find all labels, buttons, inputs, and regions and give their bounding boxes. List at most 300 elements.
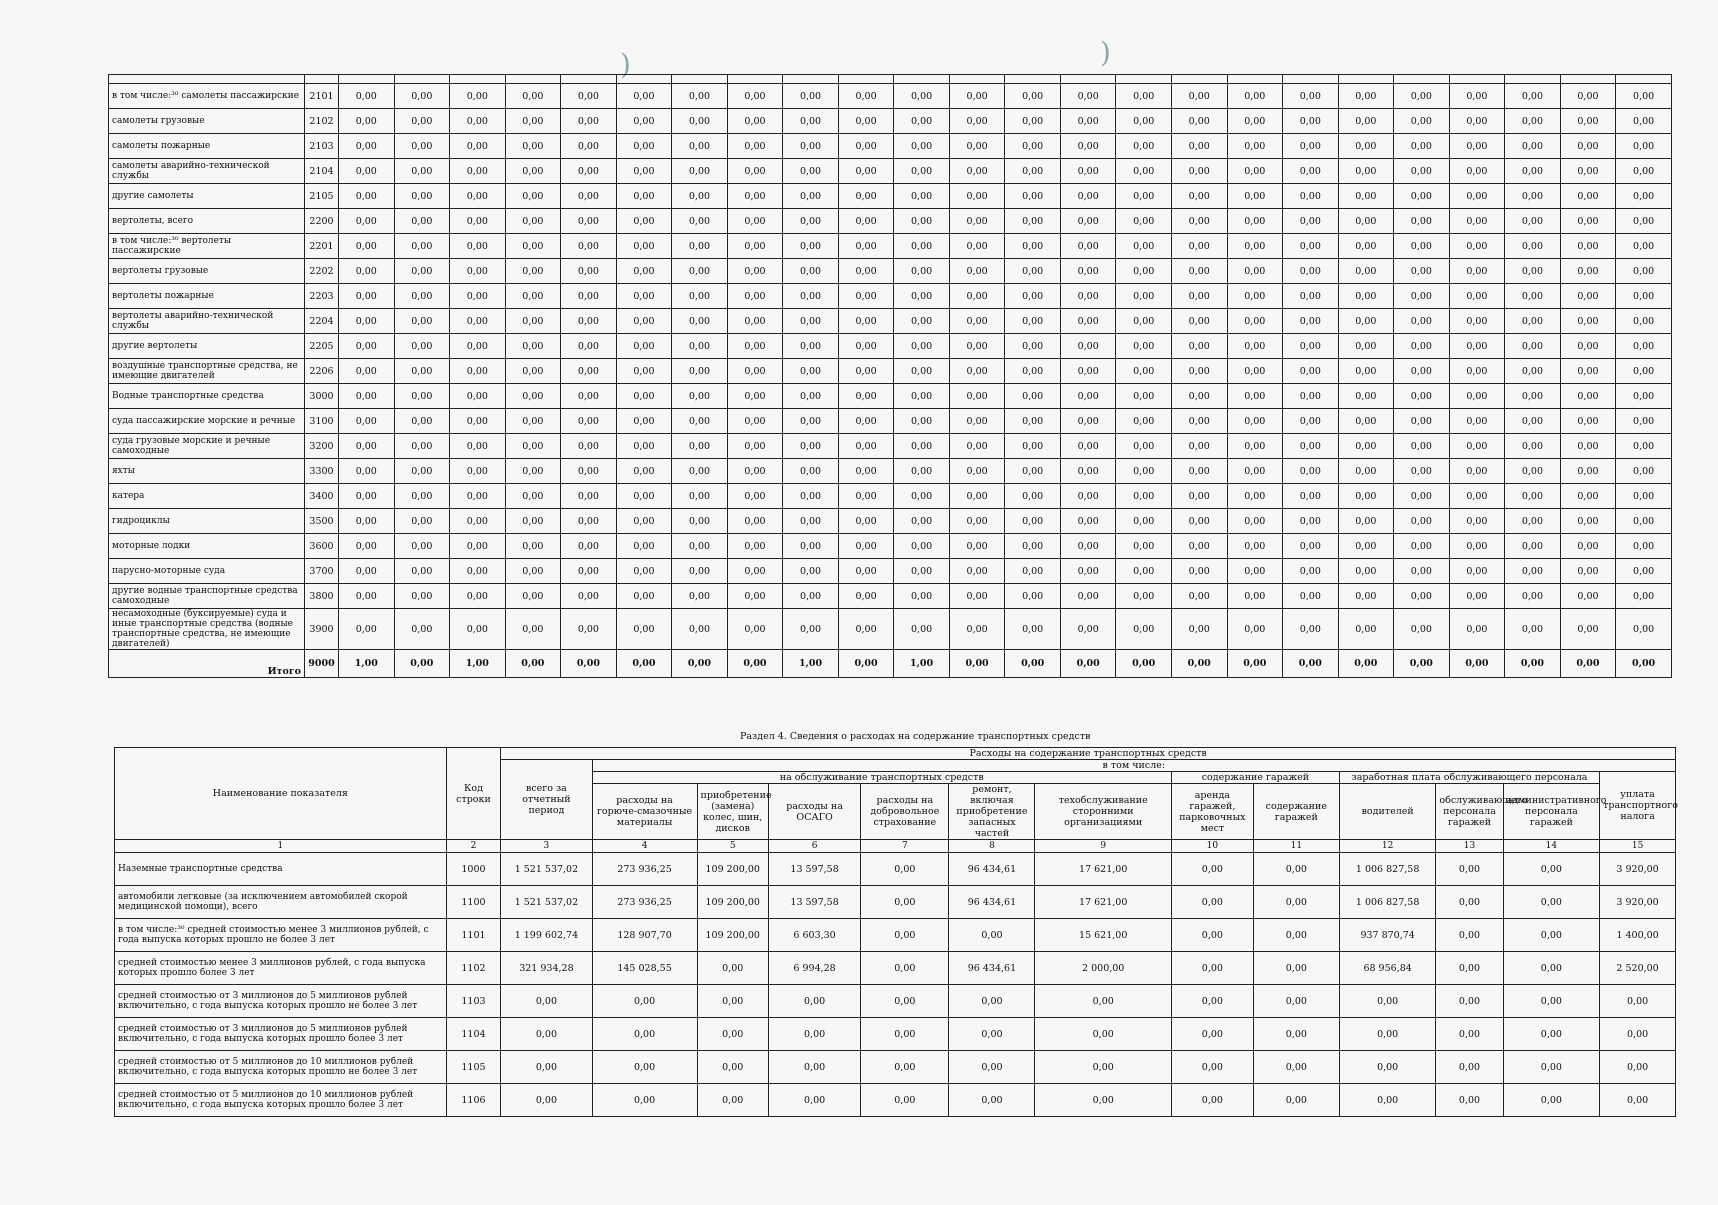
value-cell: 0,00 [1060,559,1116,584]
value-cell: 0,00 [1560,559,1616,584]
value-cell: 0,00 [1560,259,1616,284]
value-cell: 0,00 [1005,459,1061,484]
value-cell [949,75,1005,84]
value-cell: 0,00 [561,259,617,284]
value-cell: 0,00 [1436,1084,1503,1117]
value-cell: 0,00 [697,1018,768,1051]
value-cell: 0,00 [727,84,783,109]
value-cell: 0,00 [339,109,395,134]
value-cell: 0,00 [783,359,839,384]
value-cell: 145 028,55 [592,952,697,985]
value-cell: 0,00 [450,484,506,509]
value-cell: 0,00 [592,1018,697,1051]
value-cell: 0,00 [1560,409,1616,434]
value-cell: 0,00 [838,284,894,309]
row-code: 2201 [305,234,339,259]
value-cell: 0,00 [1005,184,1061,209]
value-cell: 0,00 [505,209,561,234]
value-cell: 0,00 [1060,234,1116,259]
value-cell: 0,00 [1616,284,1672,309]
value-cell: 321 934,28 [501,952,592,985]
value-cell: 0,00 [339,209,395,234]
value-cell: 0,00 [1060,184,1116,209]
value-cell [616,75,672,84]
value-cell: 0,00 [1005,84,1061,109]
value-cell: 0,00 [1171,459,1227,484]
value-cell [1394,75,1450,84]
header-c8: ремонт, включая приобретение запасных частей [949,784,1035,840]
value-cell: 0,00 [1436,853,1503,886]
value-cell: 0,00 [1171,384,1227,409]
total-value: 0,00 [1060,650,1116,678]
value-cell: 0,00 [616,409,672,434]
value-cell: 0,00 [1505,359,1561,384]
value-cell: 0,00 [672,184,728,209]
value-cell: 0,00 [1338,109,1394,134]
value-cell: 0,00 [394,609,450,650]
column-number: 10 [1171,840,1253,853]
column-number: 3 [501,840,592,853]
value-cell: 0,00 [561,484,617,509]
row-name: суда грузовые морские и речные самоходные [109,434,305,459]
value-cell: 0,00 [672,559,728,584]
value-cell: 0,00 [339,434,395,459]
value-cell: 0,00 [1436,985,1503,1018]
value-cell: 0,00 [894,309,950,334]
value-cell: 0,00 [1171,853,1253,886]
value-cell: 0,00 [339,334,395,359]
value-cell: 0,00 [1505,159,1561,184]
value-cell: 0,00 [783,234,839,259]
value-cell: 0,00 [1005,159,1061,184]
value-cell: 0,00 [783,559,839,584]
value-cell: 0,00 [450,234,506,259]
value-cell: 0,00 [1283,309,1339,334]
value-cell: 0,00 [561,334,617,359]
value-cell: 0,00 [1616,309,1672,334]
value-cell: 0,00 [339,259,395,284]
header-total: всего за отчетный период [501,760,592,840]
row-name [109,75,305,84]
value-cell: 0,00 [1283,184,1339,209]
value-cell: 1 199 602,74 [501,919,592,952]
row-code: 3200 [305,434,339,459]
value-cell: 0,00 [727,509,783,534]
value-cell: 0,00 [727,359,783,384]
value-cell: 0,00 [1116,334,1172,359]
value-cell: 0,00 [1116,234,1172,259]
row-code: 2101 [305,84,339,109]
value-cell: 0,00 [1560,509,1616,534]
value-cell: 0,00 [616,159,672,184]
value-cell: 0,00 [1503,886,1600,919]
value-cell: 0,00 [394,409,450,434]
value-cell: 0,00 [561,434,617,459]
value-cell: 0,00 [949,84,1005,109]
row-code: 2203 [305,284,339,309]
value-cell: 0,00 [561,359,617,384]
row-name: в том числе:³⁰ средней стоимостью менее 3 миллионов рублей, с года выпуска которых прошло не более 3 лет [115,919,447,952]
value-cell: 0,00 [1449,409,1505,434]
value-cell: 0,00 [727,134,783,159]
value-cell: 0,00 [616,134,672,159]
value-cell: 0,00 [1171,434,1227,459]
value-cell: 0,00 [1035,1084,1171,1117]
value-cell: 0,00 [1171,309,1227,334]
value-cell: 0,00 [894,184,950,209]
value-cell: 0,00 [616,334,672,359]
value-cell: 0,00 [1338,234,1394,259]
value-cell: 0,00 [1616,134,1672,159]
table-row [109,609,1672,650]
column-number: 11 [1253,840,1339,853]
value-cell: 0,00 [1116,534,1172,559]
value-cell: 0,00 [783,609,839,650]
value-cell: 0,00 [768,1051,860,1084]
total-code: 9000 [305,650,339,678]
row-code: 2205 [305,334,339,359]
header-incl: в том числе: [592,760,1675,772]
value-cell: 0,00 [1060,109,1116,134]
total-value: 0,00 [1560,650,1616,678]
value-cell: 0,00 [1505,109,1561,134]
value-cell: 0,00 [394,209,450,234]
value-cell: 0,00 [1283,534,1339,559]
value-cell: 0,00 [1005,584,1061,609]
value-cell: 0,00 [450,159,506,184]
row-code: 1101 [446,919,501,952]
value-cell: 0,00 [1560,609,1616,650]
value-cell: 0,00 [1171,1084,1253,1117]
value-cell [1449,75,1505,84]
value-cell: 0,00 [1171,919,1253,952]
value-cell: 0,00 [1505,284,1561,309]
value-cell: 0,00 [1560,484,1616,509]
value-cell: 0,00 [838,209,894,234]
value-cell: 0,00 [505,134,561,159]
table-row [115,853,1676,886]
value-cell: 0,00 [394,84,450,109]
value-cell: 0,00 [1616,359,1672,384]
value-cell: 0,00 [1060,284,1116,309]
row-name: воздушные транспортные средства, не имеющие двигателей [109,359,305,384]
value-cell: 0,00 [1503,985,1600,1018]
value-cell: 0,00 [1560,134,1616,159]
value-cell: 0,00 [505,109,561,134]
row-code: 1000 [446,853,501,886]
row-name: другие вертолеты [109,334,305,359]
aircraft-watercraft-table [108,74,1672,678]
value-cell: 0,00 [1505,459,1561,484]
value-cell: 0,00 [1005,334,1061,359]
value-cell: 0,00 [339,534,395,559]
total-value: 0,00 [1394,650,1450,678]
table-row [109,384,1672,409]
row-code: 3800 [305,584,339,609]
value-cell: 0,00 [1227,359,1283,384]
table-row [109,434,1672,459]
header-service: на обслуживание транспортных средств [592,772,1171,784]
value-cell: 0,00 [1394,284,1450,309]
value-cell: 96 434,61 [949,886,1035,919]
value-cell: 0,00 [1227,534,1283,559]
value-cell: 0,00 [672,534,728,559]
value-cell: 0,00 [727,209,783,234]
value-cell: 96 434,61 [949,952,1035,985]
value-cell: 0,00 [1227,509,1283,534]
value-cell: 1 521 537,02 [501,853,592,886]
value-cell: 0,00 [672,384,728,409]
table-row [115,952,1676,985]
value-cell: 0,00 [861,1051,949,1084]
value-cell: 0,00 [339,509,395,534]
value-cell: 0,00 [783,434,839,459]
column-number: 13 [1436,840,1503,853]
value-cell: 0,00 [1616,184,1672,209]
value-cell: 0,00 [450,84,506,109]
value-cell: 0,00 [1505,534,1561,559]
value-cell: 0,00 [616,559,672,584]
value-cell: 0,00 [894,84,950,109]
value-cell: 0,00 [1338,184,1394,209]
value-cell: 0,00 [783,284,839,309]
value-cell: 0,00 [1116,584,1172,609]
value-cell: 0,00 [1005,284,1061,309]
value-cell: 0,00 [1005,309,1061,334]
value-cell: 0,00 [1394,184,1450,209]
value-cell: 0,00 [1253,1084,1339,1117]
row-code: 2206 [305,359,339,384]
value-cell: 0,00 [501,985,592,1018]
value-cell: 0,00 [450,384,506,409]
value-cell: 0,00 [1227,434,1283,459]
value-cell: 0,00 [1436,952,1503,985]
value-cell: 0,00 [672,334,728,359]
value-cell: 0,00 [561,384,617,409]
value-cell: 0,00 [672,509,728,534]
total-label: Итого [109,650,305,678]
value-cell: 0,00 [1560,584,1616,609]
row-code: 3700 [305,559,339,584]
value-cell [727,75,783,84]
value-cell: 0,00 [505,409,561,434]
value-cell: 0,00 [1394,334,1450,359]
value-cell [783,75,839,84]
value-cell: 0,00 [838,484,894,509]
value-cell: 0,00 [1060,509,1116,534]
value-cell: 0,00 [1283,109,1339,134]
total-value: 0,00 [394,650,450,678]
value-cell: 0,00 [501,1051,592,1084]
value-cell: 0,00 [1283,609,1339,650]
value-cell: 0,00 [1339,1051,1436,1084]
total-value: 0,00 [949,650,1005,678]
value-cell: 0,00 [1116,184,1172,209]
value-cell: 0,00 [1116,484,1172,509]
value-cell: 0,00 [394,309,450,334]
table-row [115,985,1676,1018]
value-cell: 0,00 [1505,184,1561,209]
value-cell: 0,00 [1227,284,1283,309]
value-cell: 0,00 [949,159,1005,184]
value-cell: 0,00 [501,1084,592,1117]
value-cell: 1 006 827,58 [1339,853,1436,886]
value-cell: 0,00 [1253,1051,1339,1084]
value-cell: 0,00 [1338,559,1394,584]
value-cell: 0,00 [505,159,561,184]
value-cell: 0,00 [727,159,783,184]
value-cell: 0,00 [1449,109,1505,134]
value-cell: 0,00 [1035,985,1171,1018]
value-cell: 0,00 [1116,359,1172,384]
value-cell: 0,00 [450,109,506,134]
value-cell: 0,00 [1116,259,1172,284]
value-cell: 0,00 [1616,84,1672,109]
value-cell: 0,00 [949,609,1005,650]
value-cell: 0,00 [1060,584,1116,609]
value-cell: 0,00 [450,559,506,584]
row-name: в том числе:³⁰ вертолеты пассажирские [109,234,305,259]
value-cell: 0,00 [1171,159,1227,184]
row-code: 2104 [305,159,339,184]
value-cell: 0,00 [1227,559,1283,584]
value-cell: 0,00 [1394,559,1450,584]
value-cell: 0,00 [838,459,894,484]
value-cell: 0,00 [1283,409,1339,434]
value-cell: 0,00 [1060,309,1116,334]
value-cell [1171,75,1227,84]
value-cell: 0,00 [1616,584,1672,609]
value-cell: 0,00 [1338,384,1394,409]
value-cell: 0,00 [505,559,561,584]
value-cell: 0,00 [672,209,728,234]
value-cell [505,75,561,84]
value-cell: 0,00 [1394,109,1450,134]
row-name: парусно-моторные суда [109,559,305,584]
value-cell [1005,75,1061,84]
value-cell: 0,00 [1449,559,1505,584]
value-cell: 0,00 [1338,359,1394,384]
value-cell: 0,00 [697,952,768,985]
value-cell: 0,00 [949,919,1035,952]
value-cell [394,75,450,84]
row-name: самолеты аварийно-технической службы [109,159,305,184]
value-cell: 0,00 [592,1084,697,1117]
value-cell: 0,00 [1116,134,1172,159]
value-cell: 0,00 [1171,534,1227,559]
table-row [109,409,1672,434]
value-cell: 0,00 [838,84,894,109]
value-cell: 0,00 [838,384,894,409]
value-cell: 0,00 [1505,409,1561,434]
value-cell: 0,00 [1505,584,1561,609]
table-row [109,134,1672,159]
value-cell: 0,00 [450,609,506,650]
value-cell: 0,00 [1253,952,1339,985]
value-cell: 0,00 [894,559,950,584]
value-cell: 0,00 [727,384,783,409]
value-cell: 0,00 [1616,559,1672,584]
row-code: 3100 [305,409,339,434]
value-cell: 0,00 [1449,159,1505,184]
value-cell: 0,00 [727,534,783,559]
value-cell: 0,00 [1283,134,1339,159]
value-cell: 0,00 [1283,384,1339,409]
row-name: вертолеты, всего [109,209,305,234]
value-cell: 0,00 [894,509,950,534]
value-cell: 0,00 [1060,209,1116,234]
value-cell: 0,00 [1560,284,1616,309]
value-cell: 0,00 [1560,184,1616,209]
value-cell: 0,00 [561,584,617,609]
value-cell: 0,00 [727,409,783,434]
value-cell: 0,00 [616,609,672,650]
value-cell: 0,00 [394,259,450,284]
value-cell: 0,00 [1338,159,1394,184]
row-code: 2103 [305,134,339,159]
value-cell: 0,00 [1227,209,1283,234]
value-cell: 0,00 [1616,609,1672,650]
value-cell: 0,00 [394,184,450,209]
column-number: 8 [949,840,1035,853]
row-name: Наземные транспортные средства [115,853,447,886]
value-cell: 0,00 [505,384,561,409]
value-cell: 937 870,74 [1339,919,1436,952]
value-cell: 0,00 [727,609,783,650]
value-cell: 0,00 [783,184,839,209]
value-cell [1227,75,1283,84]
value-cell: 0,00 [450,584,506,609]
value-cell: 0,00 [1227,259,1283,284]
value-cell: 0,00 [1338,259,1394,284]
value-cell: 0,00 [894,359,950,384]
row-code [305,75,339,84]
value-cell: 0,00 [838,434,894,459]
value-cell: 0,00 [1005,359,1061,384]
value-cell: 0,00 [1338,434,1394,459]
table-row [109,309,1672,334]
value-cell: 0,00 [838,259,894,284]
value-cell: 0,00 [394,384,450,409]
value-cell: 0,00 [561,309,617,334]
value-cell: 0,00 [783,484,839,509]
header-c13: обслуживающего персонала гаражей [1436,784,1503,840]
total-value: 0,00 [1005,650,1061,678]
value-cell: 0,00 [783,84,839,109]
value-cell: 0,00 [1116,434,1172,459]
value-cell: 0,00 [1253,985,1339,1018]
value-cell: 0,00 [1005,534,1061,559]
value-cell: 0,00 [1616,384,1672,409]
value-cell: 0,00 [1394,159,1450,184]
value-cell: 0,00 [1227,609,1283,650]
value-cell: 0,00 [616,384,672,409]
value-cell: 0,00 [561,409,617,434]
row-name: средней стоимостью от 5 миллионов до 10 миллионов рублей включительно, с года выпуска которых прошло не более 3 лет [115,1051,447,1084]
value-cell: 0,00 [1116,284,1172,309]
value-cell: 0,00 [1338,459,1394,484]
value-cell: 0,00 [339,409,395,434]
row-name: вертолеты грузовые [109,259,305,284]
value-cell: 0,00 [894,284,950,309]
row-code: 3000 [305,384,339,409]
value-cell: 0,00 [894,259,950,284]
value-cell: 0,00 [450,134,506,159]
column-numbers-row [115,840,1676,853]
value-cell: 0,00 [1394,384,1450,409]
value-cell: 0,00 [672,234,728,259]
row-code: 1104 [446,1018,501,1051]
